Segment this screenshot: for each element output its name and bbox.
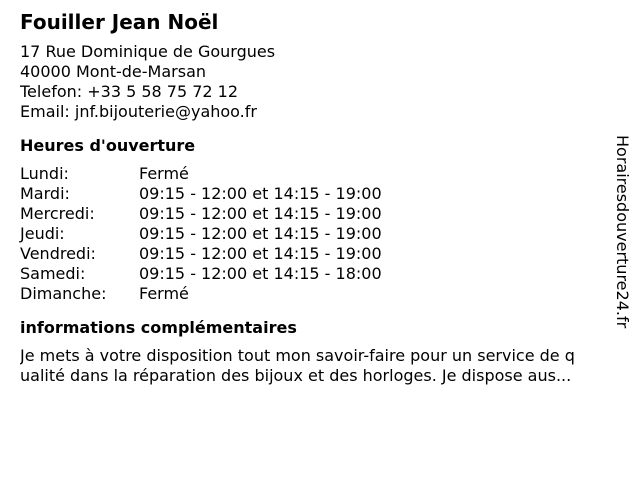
hours-row-sunday — [20, 284, 630, 304]
day-label: Samedi: — [20, 264, 86, 283]
hours-row-thursday — [20, 224, 630, 244]
time-value: 09:15 - 12:00 et 14:15 - 19:00 — [139, 204, 382, 223]
day-label: Mardi: — [20, 184, 70, 203]
additional-info-line-1: Je mets à votre disposition tout mon savoir-faire pour un service de q — [20, 346, 575, 365]
day-label: Lundi: — [20, 164, 69, 183]
address-street: 17 Rue Dominique de Gourgues — [20, 42, 276, 61]
opening-hours-heading: Heures d'ouverture — [20, 136, 196, 155]
time-value: 09:15 - 12:00 et 14:15 - 19:00 — [139, 184, 382, 203]
additional-info-heading: informations complémentaires — [20, 318, 297, 337]
hours-row-monday — [20, 164, 630, 184]
phone-number: Telefon: +33 5 58 75 72 12 — [20, 82, 239, 101]
day-label: Dimanche: — [20, 284, 107, 303]
time-value: 09:15 - 12:00 et 14:15 - 19:00 — [139, 244, 382, 263]
hours-row-wednesday — [20, 204, 630, 224]
opening-hours-table — [20, 164, 630, 304]
email-address: Email: jnf.bijouterie@yahoo.fr — [20, 102, 257, 121]
time-value: Fermé — [139, 164, 189, 183]
time-value: Fermé — [139, 284, 189, 303]
time-value: 09:15 - 12:00 et 14:15 - 19:00 — [139, 224, 382, 243]
day-label: Jeudi: — [20, 224, 65, 243]
site-watermark: Horairesdouverture24.fr — [613, 135, 632, 329]
hours-row-saturday — [20, 264, 630, 284]
hours-row-tuesday — [20, 184, 630, 204]
address-city: 40000 Mont-de-Marsan — [20, 62, 207, 81]
business-name: Fouiller Jean Noël — [20, 10, 219, 34]
hours-row-friday — [20, 244, 630, 264]
day-label: Vendredi: — [20, 244, 96, 263]
time-value: 09:15 - 12:00 et 14:15 - 18:00 — [139, 264, 382, 283]
additional-info-line-2: ualité dans la réparation des bijoux et des horloges. Je dispose aus... — [20, 366, 572, 385]
business-card — [20, 10, 630, 386]
day-label: Mercredi: — [20, 204, 95, 223]
